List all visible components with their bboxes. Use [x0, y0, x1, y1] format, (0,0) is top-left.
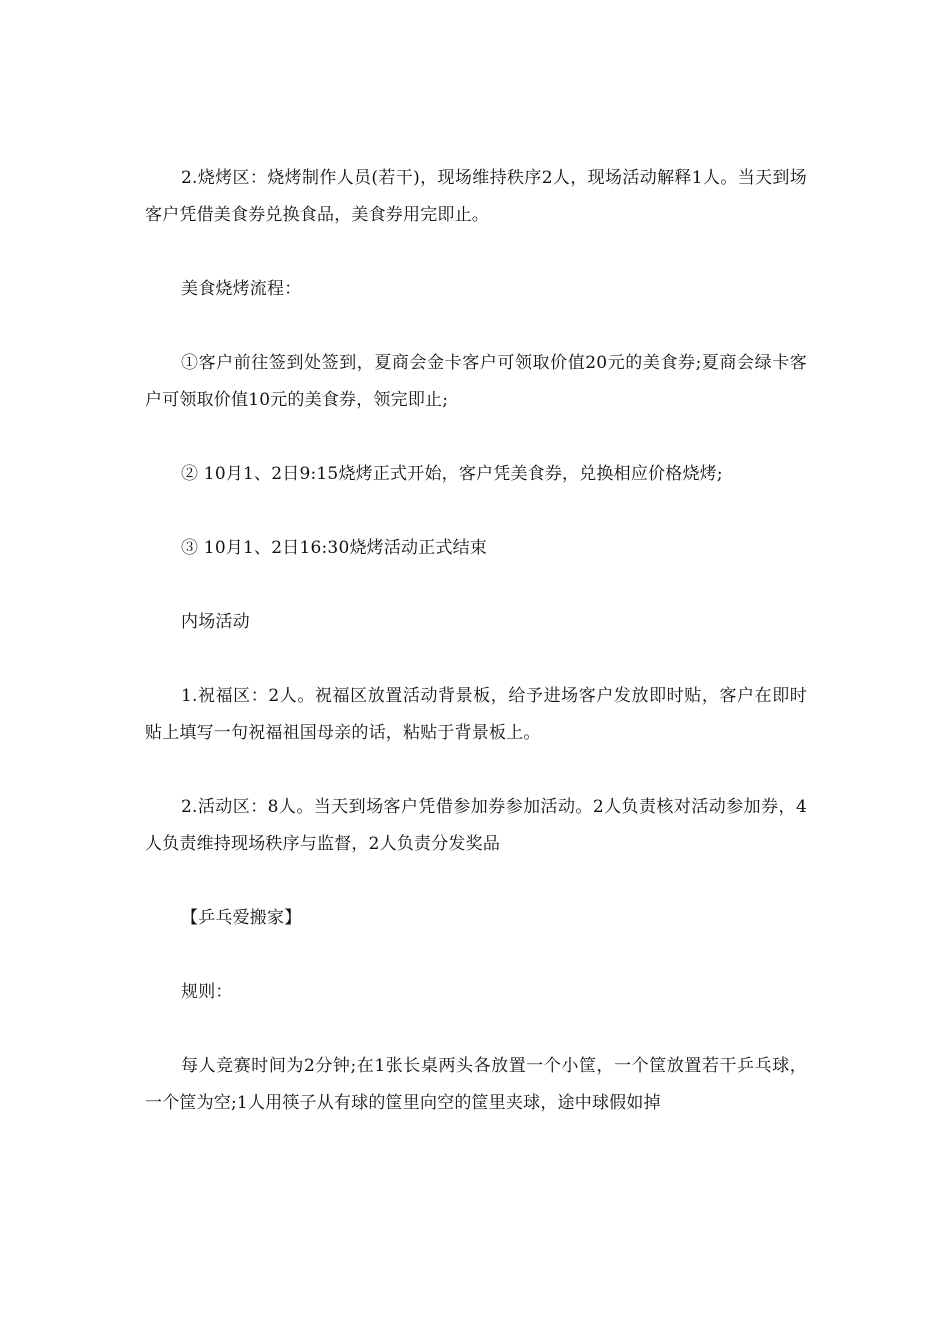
paragraph-indoor-heading: 内场活动 [181, 612, 250, 632]
paragraph-blessing-area: 1.祝福区：2人。祝福区放置活动背景板，给予进场客户发放即时贴，客户在即时贴上填写一句祝福祖国母亲的话，粘贴于背景板上。 [145, 686, 807, 743]
paragraph-bbq-step-1: ①客户前往签到处签到，夏商会金卡客户可领取价值20元的美食券;夏商会绿卡客户可领取价值10元的美食券，领完即止; [145, 353, 807, 410]
paragraph-bbq-process-heading: 美食烧烤流程： [181, 279, 302, 299]
paragraph-rules-text: 每人竞赛时间为2分钟;在1张长桌两头各放置一个小筐，一个筐放置若干乒乓球，一个筐为空;1人用筷子从有球的筐里向空的筐里夹球，途中球假如掉 [145, 1056, 807, 1113]
paragraph-activity-area: 2.活动区：8人。当天到场客户凭借参加券参加活动。2人负责核对活动参加券，4人负责维持现场秩序与监督，2人负责分发奖品 [145, 797, 807, 854]
paragraph-game-title: 【乒乓爱搬家】 [181, 908, 302, 928]
paragraph-bbq-step-3: ③ 10月1、2日16:30烧烤活动正式结束 [181, 538, 488, 558]
document-body [145, 160, 807, 1159]
paragraph-rules-heading: 规则： [181, 982, 233, 1002]
paragraph-bbq-step-2: ② 10月1、2日9:15烧烤正式开始，客户凭美食券，兑换相应价格烧烤; [181, 464, 723, 484]
paragraph-bbq-area: 2.烧烤区：烧烤制作人员(若干)，现场维持秩序2人，现场活动解释1人。当天到场客户凭借美食券兑换食品，美食券用完即止。 [145, 168, 807, 225]
